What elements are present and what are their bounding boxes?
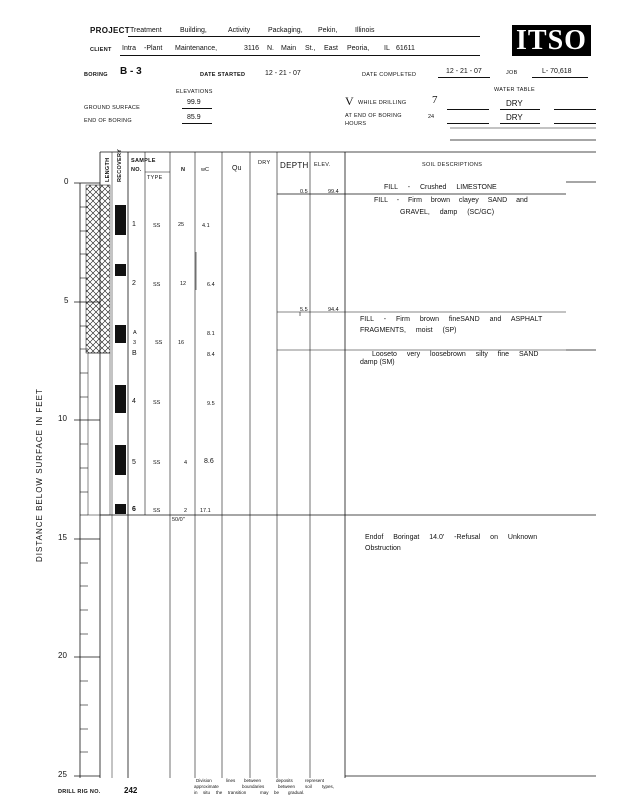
axis-tick-0: 0 (64, 177, 69, 186)
stratum-desc-line: FILL - Crushed LIMESTONE (384, 184, 497, 191)
client-part: N. (267, 45, 274, 52)
date-started-label: DATE STARTED (200, 72, 246, 78)
sample-type: SS (153, 223, 161, 229)
client-label: CLIENT (90, 47, 112, 53)
length-col-label: LENGTH (105, 157, 111, 182)
note-word: situ (203, 790, 211, 795)
sample-wc: 9.5 (207, 401, 215, 407)
at-end-value: DRY (506, 113, 523, 122)
axis-tick-15: 15 (58, 533, 67, 542)
refusal-note: 50/0" (172, 517, 185, 523)
ground-surface-label: GROUND SURFACE (84, 105, 141, 111)
sample-type: SS (153, 508, 161, 514)
project-part: Illinois (355, 27, 375, 34)
project-part: Activity (228, 27, 251, 34)
sample-no: 1 (132, 221, 136, 228)
stratum-desc-line: FILL - Firm brown clayey SAND and (374, 197, 528, 204)
stratum-depth: 5.5 (300, 307, 308, 313)
stratum-elev: 99.4 (328, 189, 339, 195)
boring-id: B - 3 (120, 66, 142, 77)
axis-tick-25: 25 (58, 770, 67, 779)
client-part: Main (281, 45, 297, 52)
client-part: East (324, 45, 339, 52)
qu-col-label: Qu (232, 165, 242, 172)
note-word: be (274, 790, 280, 795)
sample-n: 4 (184, 460, 188, 466)
stratum-desc-line: damp (SM) (360, 359, 395, 366)
note-word: in (194, 790, 198, 795)
type-col-label: TYPE (147, 175, 163, 181)
stratum-desc-line: Looseto very loosebrown silty fine SAND (372, 351, 539, 358)
client-part: Maintenance, (175, 45, 218, 52)
axis-tick-10: 10 (58, 414, 67, 423)
job-label: JOB (506, 70, 518, 76)
date-completed: 12 - 21 - 07 (446, 68, 482, 75)
sample-no: A (133, 330, 137, 336)
at-end-mark: 24 (428, 114, 435, 120)
project-part: Pekin, (318, 27, 338, 34)
note-word: deposits (276, 778, 293, 783)
hours-label: HOURS (345, 121, 367, 127)
while-drilling-value: DRY (506, 99, 523, 108)
client-part: Peoria, (347, 45, 370, 52)
sample-wc: 8.6 (204, 458, 214, 465)
note-word: represent (305, 778, 325, 783)
sample-no: B (132, 350, 137, 357)
note-word: the (216, 790, 223, 795)
stratum-desc-line: Obstruction (365, 545, 401, 552)
sample-type: SS (155, 340, 163, 346)
at-end-label: AT END OF BORING (345, 113, 402, 119)
depth-col-label: DEPTH (280, 161, 309, 170)
sample-wc: 4.1 (202, 223, 210, 229)
project-part: Packaging, (268, 27, 303, 34)
dry-col-label: DRY (258, 160, 271, 166)
note-word: may (260, 790, 269, 795)
client-part: St., (305, 45, 316, 52)
sample-wc: 17.1 (200, 508, 211, 514)
end-of-boring-label: END OF BORING (84, 118, 132, 124)
stratum-elev: 94.4 (328, 307, 339, 313)
client-part: 3116 (244, 45, 260, 52)
stratum-depth: 0.5 (300, 189, 308, 195)
note-word: between (244, 778, 262, 783)
note-word: boundaries (242, 784, 265, 789)
recovery-col-label: RECOVERY (117, 148, 123, 182)
note-word: between (278, 784, 296, 789)
client-part: Intra (122, 45, 137, 52)
date-started: 12 - 21 - 07 (265, 70, 301, 77)
drill-rig-number: 242 (124, 786, 138, 795)
elevations-label: ELEVATIONS (176, 89, 213, 95)
axis-tick-20: 20 (58, 651, 67, 660)
stratum-desc-line: Endof Boringat 14.0' -Refusal on Unknown (365, 534, 538, 541)
note-word: gradual. (288, 790, 305, 795)
axis-tick-5: 5 (64, 296, 69, 305)
project-part: Treatment (130, 27, 162, 34)
note-word: types, (322, 784, 335, 789)
note-word: soil (305, 784, 312, 789)
sample-wc: 8.4 (207, 352, 215, 358)
sample-type: SS (153, 400, 161, 406)
client-part: -Plant (144, 45, 163, 52)
drill-rig-label: DRILL RIG NO. (58, 789, 101, 795)
boring-label: BORING (84, 72, 108, 78)
sample-n: 2 (184, 508, 188, 514)
elev-col-label: ELEV. (314, 162, 331, 168)
note-word: transition (228, 790, 247, 795)
note-word: approximate (194, 784, 219, 789)
project-part: Building, (180, 27, 207, 34)
sample-wc: 6.4 (207, 282, 215, 288)
sample-no: 3 (133, 340, 137, 346)
note-word: lines (226, 778, 236, 783)
sample-no: 6 (132, 506, 136, 513)
water-table-label: WATER TABLE (494, 87, 535, 93)
sample-n: 16 (178, 340, 185, 346)
client-part: 61611 (396, 45, 415, 52)
while-drilling-mark: 7 (432, 94, 438, 106)
stratum-desc-line: FILL - Firm brown fineSAND and ASPHALT (360, 316, 543, 323)
while-drilling-symbol: V (345, 94, 354, 108)
client-part: IL (384, 45, 390, 52)
sample-no: 2 (132, 280, 136, 287)
n-col-label: N (181, 167, 185, 173)
date-completed-label: DATE COMPLETED (362, 72, 417, 78)
stratum-desc-line: GRAVEL, damp (SC/GC) (400, 209, 495, 216)
note-word: Division (196, 778, 212, 783)
wc-col-label: wC (201, 167, 209, 173)
sample-type: SS (153, 282, 161, 288)
sample-no: 5 (132, 459, 136, 466)
desc-col-label: SOIL DESCRIPTIONS (422, 162, 483, 168)
sample-no: 4 (132, 398, 136, 405)
stratum-desc-line: FRAGMENTS, moist (SP) (360, 327, 457, 334)
end-of-boring: 85.9 (187, 114, 201, 121)
sample-n: 12 (180, 281, 187, 287)
ground-surface: 99.9 (187, 99, 201, 106)
depth-axis-label: DISTANCE BELOW SURFACE IN FEET (35, 388, 44, 562)
while-drilling-label: WHILE DRILLING (358, 100, 407, 106)
sample-col-label: SAMPLE (131, 158, 156, 164)
no-col-label: NO. (131, 167, 142, 173)
sample-wc: 8.1 (207, 331, 215, 337)
project-label: PROJECT (90, 26, 130, 35)
sample-n: 25 (178, 222, 185, 228)
sample-type: SS (153, 460, 161, 466)
logo-text: ITSO (510, 23, 593, 58)
job-number: L- 70,618 (542, 68, 572, 75)
